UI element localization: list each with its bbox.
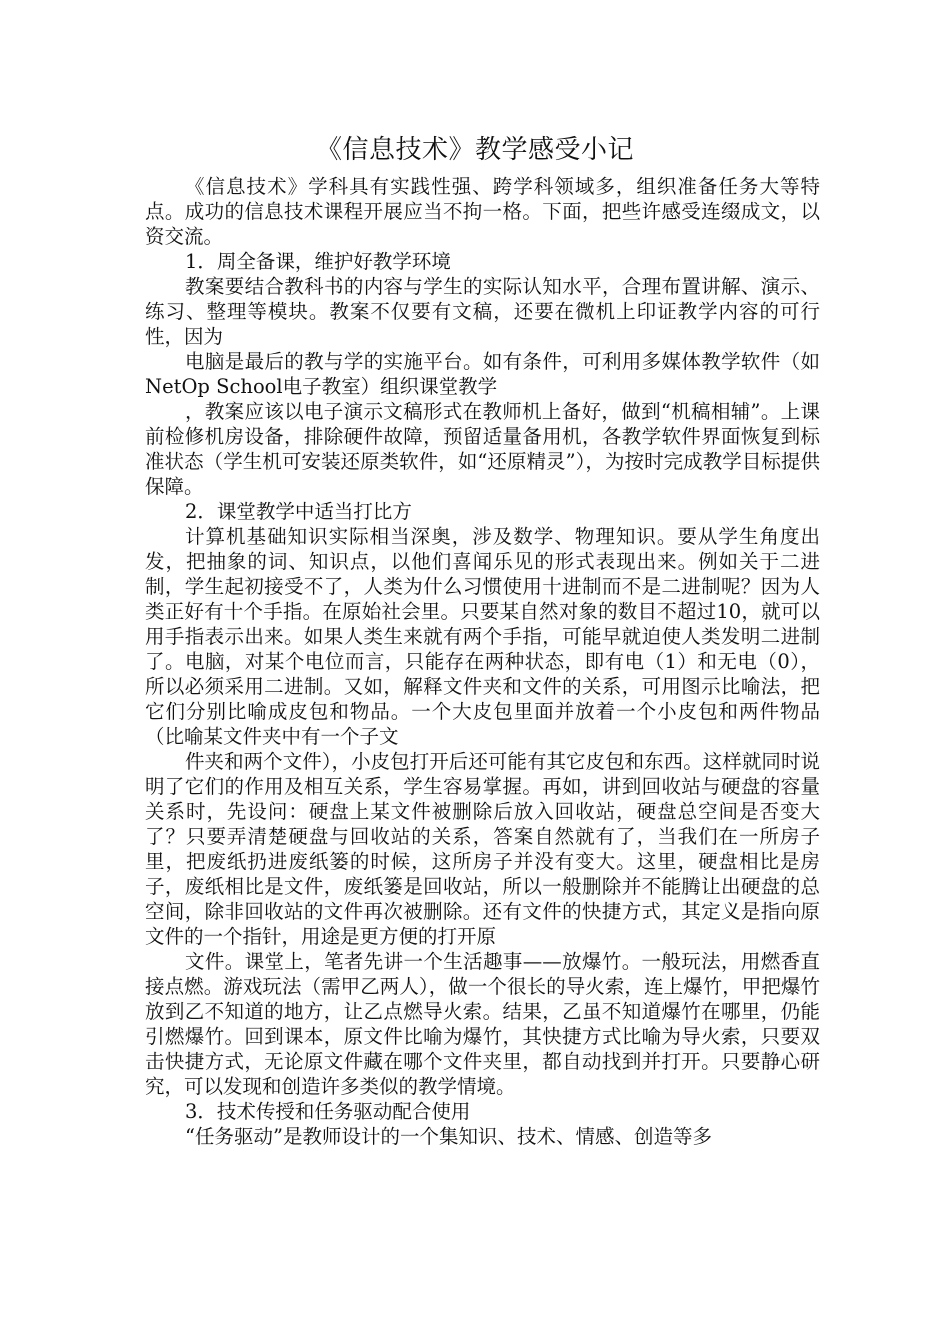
document-title: 《信息技术》教学感受小记 [315, 135, 634, 165]
paragraph: 件夹和两个文件），小皮包打开后还可能有其它皮包和东西。这样就同时说明了它们的作用及相互关系，学生容易掌握。再如，讲到回收站与硬盘的容量关系时，先设问：硬盘上某文件被删除后放入回收站，硬盘总空间是否变大了？只要弄清楚硬盘与回收站的关系，答案自然就有了，当我们在一所房子里，把废纸扔进废纸篓的时候，这所房子并没有变大。这里，硬盘相比是房子，废纸相比是文件，废纸篓是回收站，所以一般删除并不能腾让出硬盘的总空间，除非回收站的文件再次被删除。还有文件的快捷方式，其定义是指向原文件的一个指针，用途是更方便的打开原 [145, 750, 820, 948]
paragraph: ，教案应该以电子演示文稿形式在教师机上备好，做到“机稿相辅”。上课前检修机房设备，排除硬件故障，预留适量备用机，各教学软件界面恢复到标准状态（学生机可安装还原类软件，如“还原精灵”），为按时完成教学目标提供保障。 [145, 400, 820, 498]
paragraph: 文件。课堂上，笔者先讲一个生活趣事——放爆竹。一般玩法，用燃香直接点燃。游戏玩法（需甲乙两人），做一个很长的导火索，连上爆竹，甲把爆竹放到乙不知道的地方，让乙点燃导火索。结果，乙虽不知道爆竹在哪里，仍能引燃爆竹。回到课本，原文件比喻为爆竹，其快捷方式比喻为导火索，只要双击快捷方式，无论原文件藏在哪个文件夹里，都自动找到并打开。只要静心研究，可以发现和创造许多类似的教学情境。 [145, 950, 820, 1098]
paragraph: “任务驱动”是教师设计的一个集知识、技术、情感、创造等多 [185, 1125, 712, 1148]
intro-paragraph: 《信息技术》学科具有实践性强、跨学科领域多，组织准备任务大等特点。成功的信息技术课程开展应当不拘一格。下面，把些许感受连缀成文，以资交流。 [145, 175, 820, 248]
section-heading-1: 1．周全备课，维护好教学环境 [185, 250, 451, 273]
section-heading-3: 3．技术传授和任务驱动配合使用 [185, 1100, 471, 1123]
section-heading-2: 2．课堂教学中适当打比方 [185, 500, 412, 523]
paragraph: 电脑是最后的教与学的实施平台。如有条件，可利用多媒体教学软件（如NetOp School电子教室）组织课堂教学 [145, 350, 820, 398]
document-body [145, 174, 820, 1149]
paragraph: 教案要结合教科书的内容与学生的实际认知水平，合理布置讲解、演示、练习、整理等模块。教案不仅要有文稿，还要在微机上印证教学内容的可行性，因为 [145, 275, 820, 348]
paragraph: 计算机基础知识实际相当深奥，涉及数学、物理知识。要从学生角度出发，把抽象的词、知识点，以他们喜闻乐见的形式表现出来。例如关于二进制，学生起初接受不了，人类为什么习惯使用十进制而不是二进制呢？因为人类正好有十个手指。在原始社会里。只要某自然对象的数目不超过10，就可以用手指表示出来。如果人类生来就有两个手指，可能早就迫使人类发明二进制了。电脑，对某个电位而言，只能存在两种状态，即有电（1）和无电（0），所以必须采用二进制。又如，解释文件夹和文件的关系，可用图示比喻法，把它们分别比喻成皮包和物品。一个大皮包里面并放着一个小皮包和两件物品（比喻某文件夹中有一个子文 [145, 525, 820, 748]
